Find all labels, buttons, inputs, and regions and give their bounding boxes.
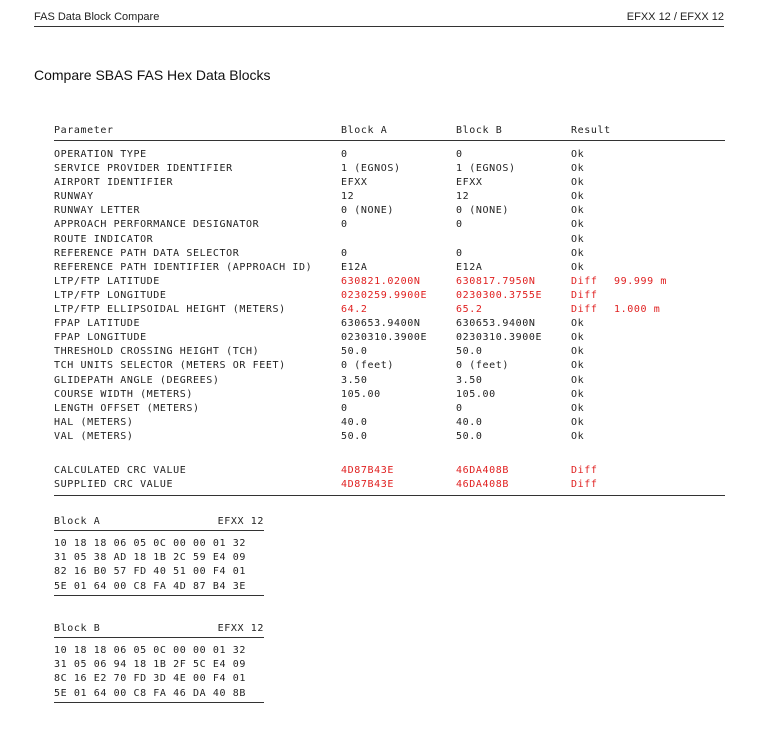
block-a-value: 0 (NONE) [341,205,394,217]
table-row [54,233,725,247]
block-a-value: 64.2 [341,304,368,316]
result-cell: Ok [571,374,585,386]
hex-line: 10 18 18 06 05 0C 00 00 01 32 [54,645,246,656]
block-b-value: 630653.9400N [456,318,536,330]
page-title: Compare SBAS FAS Hex Data Blocks [34,67,271,83]
difference-value: 1.000 m [614,304,661,316]
block-a-value: 105.00 [341,388,381,400]
result-cell: Diff [571,275,598,287]
hex-block-label: Block A [54,516,101,527]
parameter-cell: APPROACH PERFORMANCE DESIGNATOR [54,219,260,231]
parameter-cell: AIRPORT IDENTIFIER [54,177,174,189]
table-row [54,359,725,373]
block-b-value: 0 (feet) [456,360,509,372]
block-a-value: 630821.0200N [341,275,421,287]
result-cell: Ok [571,388,585,400]
block-b-value: 0 [456,402,463,414]
block-a-value: EFXX [341,177,368,189]
block-a-value: 4D87B43E [341,464,394,476]
result-cell: Diff [571,464,598,476]
block-a-value: 3.50 [341,374,368,386]
parameter-cell: REFERENCE PATH DATA SELECTOR [54,247,240,259]
block-b-value: EFXX [456,177,483,189]
block-a-value: 0 [341,402,348,414]
parameter-cell: LTP/FTP ELLIPSOIDAL HEIGHT (METERS) [54,304,286,316]
parameter-cell: SUPPLIED CRC VALUE [54,479,174,491]
crc-rows [54,457,725,496]
result-cell: Ok [571,163,585,175]
parameter-cell: ROUTE INDICATOR [54,233,154,245]
column-header-block-a: Block A [341,125,388,136]
block-b-value: 40.0 [456,416,483,428]
result-cell: Ok [571,149,585,160]
block-b-value: 46DA408B [456,464,509,476]
parameter-cell: SERVICE PROVIDER IDENTIFIER [54,163,233,175]
table-row [54,345,725,359]
result-cell: Ok [571,261,585,273]
result-cell: Ok [571,402,585,414]
table-row [54,303,725,317]
hex-lines [54,531,264,596]
block-b-value: 0 [456,219,463,231]
block-b-value: 46DA408B [456,479,509,491]
difference-value: 99.999 m [614,275,667,287]
block-a-value: 50.0 [341,346,368,358]
table-row [54,289,725,303]
result-cell: Ok [571,346,585,358]
block-b-value: 105.00 [456,388,496,400]
result-cell: Diff [571,304,598,316]
block-b-value: 50.0 [456,346,483,358]
comparison-table [54,125,725,496]
hex-lines [54,638,264,703]
block-a-value: 630653.9400N [341,318,421,330]
parameter-cell: FPAP LATITUDE [54,318,141,330]
column-header-result: Result [571,125,611,136]
table-row [54,148,725,162]
block-a-value: 0230310.3900E [341,332,428,344]
table-row [54,261,725,275]
hex-line: 10 18 18 06 05 0C 00 00 01 32 [54,538,246,549]
table-row [54,176,725,190]
parameter-cell: LENGTH OFFSET (METERS) [54,402,200,414]
page-header [34,10,724,27]
result-cell: Ok [571,177,585,189]
hex-block-header [54,516,264,531]
hex-block-b [54,623,264,703]
block-b-value: 0 [456,247,463,259]
hex-line: 31 05 06 94 18 1B 2F 5C E4 09 [54,659,246,671]
table-row [54,275,725,289]
table-row [54,464,725,478]
result-cell: Ok [571,318,585,330]
table-row [54,478,725,492]
parameter-cell: OPERATION TYPE [54,149,147,160]
block-b-value: 0 [456,149,463,160]
hex-block-label: Block B [54,623,101,634]
result-cell: Ok [571,219,585,231]
block-a-value: 40.0 [341,416,368,428]
parameter-cell: HAL (METERS) [54,416,134,428]
block-a-value: E12A [341,261,368,273]
hex-line: 8C 16 E2 70 FD 3D 4E 00 F4 01 [54,673,246,685]
result-cell: Ok [571,416,585,428]
result-cell: Ok [571,191,585,203]
table-row [54,331,725,345]
result-cell: Ok [571,332,585,344]
parameter-cell: TCH UNITS SELECTOR (METERS OR FEET) [54,360,286,372]
table-body [54,141,725,444]
parameter-cell: GLIDEPATH ANGLE (DEGREES) [54,374,220,386]
parameter-cell: LTP/FTP LONGITUDE [54,289,167,301]
block-b-value: 0230300.3755E [456,289,543,301]
block-b-value: E12A [456,261,483,273]
block-b-value: 1 (EGNOS) [456,163,516,175]
result-cell: Ok [571,233,585,245]
block-a-value: 0230259.9900E [341,289,428,301]
table-row [54,374,725,388]
parameter-cell: RUNWAY [54,191,94,203]
block-b-value: 65.2 [456,304,483,316]
result-cell: Ok [571,360,585,372]
header-title: FAS Data Block Compare [34,11,160,23]
table-row [54,190,725,204]
column-header-parameter: Parameter [54,125,114,136]
hex-block-a [54,516,264,596]
parameter-cell: VAL (METERS) [54,430,134,442]
block-b-value: 0230310.3900E [456,332,543,344]
result-cell: Ok [571,430,585,442]
parameter-cell: LTP/FTP LATITUDE [54,275,160,287]
hex-block-id: EFXX 12 [217,516,264,527]
table-row [54,317,725,331]
parameter-cell: RUNWAY LETTER [54,205,141,217]
column-header-block-b: Block B [456,125,503,136]
block-b-value: 12 [456,191,470,203]
block-a-value: 12 [341,191,355,203]
hex-block-header [54,623,264,638]
parameter-cell: THRESHOLD CROSSING HEIGHT (TCH) [54,346,260,358]
table-row [54,218,725,232]
block-b-value: 50.0 [456,430,483,442]
block-b-value: 0 (NONE) [456,205,509,217]
hex-line: 31 05 38 AD 18 1B 2C 59 E4 09 [54,552,246,564]
hex-block-id: EFXX 12 [217,623,264,634]
hex-line: 82 16 B0 57 FD 40 51 00 F4 01 [54,566,246,578]
result-cell: Ok [571,247,585,259]
block-a-value: 0 [341,247,348,259]
block-a-value: 0 (feet) [341,360,394,372]
parameter-cell: FPAP LONGITUDE [54,332,147,344]
table-row [54,388,725,402]
table-row [54,430,725,444]
block-a-value: 50.0 [341,430,368,442]
hex-line: 5E 01 64 00 C8 FA 46 DA 40 8B [54,687,246,699]
table-row [54,416,725,430]
header-procedure: EFXX 12 / EFXX 12 [626,11,724,23]
result-cell: Ok [571,205,585,217]
block-a-value: 0 [341,149,348,160]
table-row [54,247,725,261]
parameter-cell: REFERENCE PATH IDENTIFIER (APPROACH ID) [54,261,313,273]
table-header [54,125,725,141]
table-row [54,162,725,176]
block-b-value: 3.50 [456,374,483,386]
block-a-value: 4D87B43E [341,479,394,491]
table-row [54,204,725,218]
block-a-value: 1 (EGNOS) [341,163,401,175]
table-row [54,402,725,416]
result-cell: Diff [571,479,598,491]
result-cell: Diff [571,289,598,301]
parameter-cell: CALCULATED CRC VALUE [54,464,187,476]
block-b-value: 630817.7950N [456,275,536,287]
block-a-value: 0 [341,219,348,231]
parameter-cell: COURSE WIDTH (METERS) [54,388,194,400]
hex-line: 5E 01 64 00 C8 FA 4D 87 B4 3E [54,580,246,592]
